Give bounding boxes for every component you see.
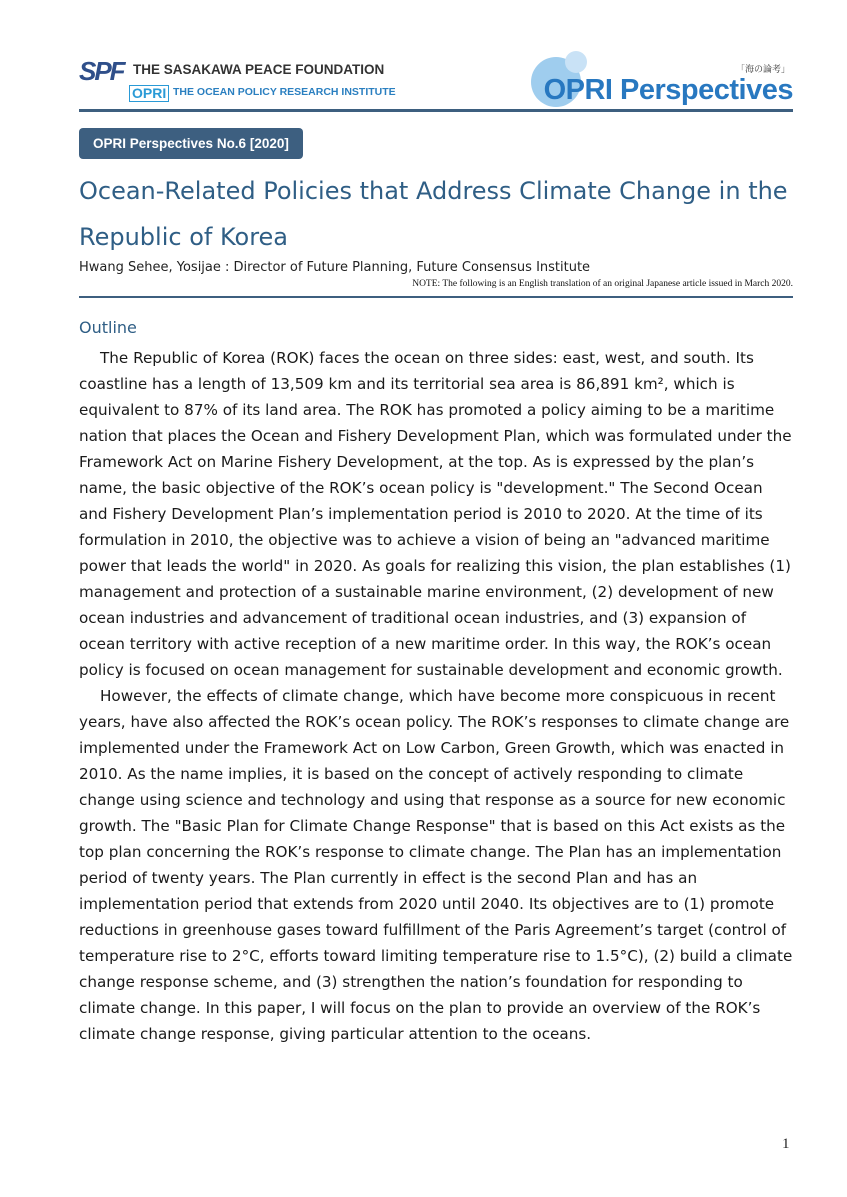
- article-body: [79, 345, 793, 1047]
- decorative-circle-small: [565, 51, 587, 73]
- issue-badge: OPRI Perspectives No.6 [2020]: [79, 128, 303, 159]
- translation-note: NOTE: The following is an English translation of an original Japanese article issued in March 2020.: [412, 279, 793, 289]
- japanese-series-tag: 「海の論考」: [735, 65, 790, 75]
- page-header: [79, 50, 793, 110]
- header-divider: [79, 109, 793, 112]
- section-heading-outline: Outline: [79, 318, 137, 337]
- opri-institute-name: THE OCEAN POLICY RESEARCH INSTITUTE: [173, 86, 396, 98]
- perspectives-wordmark: OPRI Perspectives: [543, 74, 793, 106]
- article-title: Ocean-Related Policies that Address Climate Change in the Republic of Korea: [79, 177, 788, 251]
- body-paragraph: However, the effects of climate change, which have become more conspicuous in recent years, have also affected the ROK’s ocean policy. The ROK’s responses to climate change are implemented under the Framework Act on Low Carbon, Green Growth, which was enacted in 2010. As the name implies, it is based on the concept of actively responding to climate change using science and technology and using that response as a source for new economic growth. The "Basic Plan for Climate Change Response" that is based on this Act exists as the top plan concerning the ROK’s response to climate change. The Plan has an implementation period of twenty years. The Plan currently in effect is the second Plan and has an implementation period that extends from 2020 until 2040. Its objectives are to (1) promote reductions in greenhouse gases toward fulfillment of the Paris Agreement’s target (control of temperature rise to 2°C, efforts toward limiting temperature rise to 1.5°C), (2) build a climate change response scheme, and (3) strengthen the nation’s foundation for responding to climate change. In this paper, I will focus on the plan to provide an overview of the ROK’s climate change response, giving particular attention to the oceans.: [79, 687, 793, 1043]
- title-divider: [79, 296, 793, 298]
- body-paragraph: The Republic of Korea (ROK) faces the ocean on three sides: east, west, and south. Its coastline has a length of 13,509 km and its territorial sea area is 86,891 km², which is equivalent to 87% of its land area. The ROK has promoted a policy aiming to be a maritime nation that places the Ocean and Fishery Development Plan, which was formulated under the Framework Act on Marine Fishery Development, at the top. As is expressed by the plan’s name, the basic objective of the ROK’s ocean policy is "development." The Second Ocean and Fishery Development Plan’s implementation period is 2010 to 2020. At the time of its formulation in 2010, the objective was to achieve a vision of being an "advanced maritime power that leads the world" in 2020. As goals for realizing this vision, the plan establishes (1) management and protection of a sustainable marine environment, (2) development of new ocean industries and advancement of traditional ocean industries, and (3) expansion of ocean territory with active reception of a new maritime order. In this way, the ROK’s ocean policy is focused on ocean management for sustainable development and economic growth.: [79, 349, 792, 679]
- opri-logo: OPRI: [129, 85, 169, 102]
- author-line: Hwang Sehee, Yosijae : Director of Future Planning, Future Consensus Institute: [79, 260, 591, 275]
- spf-logo: SPF: [79, 56, 124, 86]
- spf-foundation-name: THE SASAKAWA PEACE FOUNDATION: [133, 62, 385, 77]
- page-number: 1: [782, 1136, 790, 1152]
